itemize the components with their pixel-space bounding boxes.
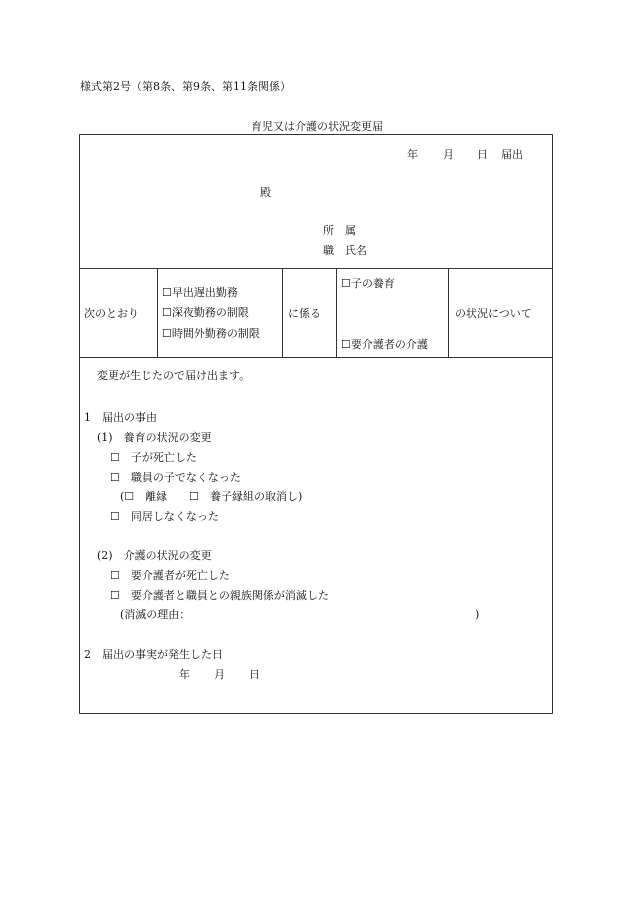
- submit-label: 届出: [501, 148, 523, 161]
- checkbox-no-longer-child[interactable]: ☐ 職員の子でなくなった: [110, 471, 241, 484]
- col-divider-1: [157, 268, 158, 357]
- section-2-title: 2 届出の事実が発生した日: [84, 648, 223, 661]
- occurrence-year-label: 年: [179, 668, 190, 681]
- form-number: 様式第2号（第8条、第9条、第11条関係）: [80, 80, 291, 93]
- intro-text: 変更が生じたので届け出ます。: [97, 369, 251, 382]
- option-child-care[interactable]: ☐子の養育: [341, 277, 395, 290]
- form-frame: [79, 134, 553, 714]
- date-year-label: 年: [407, 148, 418, 161]
- form-title: 育児又は介護の状況変更届: [251, 120, 383, 133]
- section-1-title: 1 届出の事由: [84, 411, 157, 424]
- option-early-late-shift[interactable]: ☐早出遅出勤務: [162, 286, 238, 299]
- name-label: 職 氏名: [323, 244, 367, 257]
- occurrence-day-label: 日: [249, 668, 260, 681]
- divider-top: [79, 268, 553, 269]
- relating-label: に係る: [288, 307, 321, 320]
- option-late-night-limit[interactable]: ☐深夜勤務の制限: [162, 306, 249, 319]
- date-day-label: 日: [477, 148, 488, 161]
- checkbox-care-recipient-died[interactable]: ☐ 要介護者が死亡した: [110, 569, 230, 582]
- about-status-label: の状況について: [455, 307, 532, 320]
- divider-bottom: [79, 357, 553, 358]
- checkbox-kinship-ended[interactable]: ☐ 要介護者と職員との親族関係が消滅した: [110, 589, 329, 602]
- checkbox-no-longer-cohabiting[interactable]: ☐ 同居しなくなった: [110, 510, 219, 523]
- affiliation-label: 所 属: [323, 224, 356, 237]
- col-divider-3: [336, 268, 337, 357]
- checkbox-child-died[interactable]: ☐ 子が死亡した: [110, 451, 197, 464]
- col-divider-4: [448, 268, 449, 357]
- col-divider-2: [282, 268, 283, 357]
- as-follows-label: 次のとおり: [84, 307, 139, 320]
- reason-open-label: (消滅の理由：: [120, 608, 191, 621]
- occurrence-month-label: 月: [214, 668, 225, 681]
- option-overtime-limit[interactable]: ☐時間外勤務の制限: [162, 327, 260, 340]
- section-1-1-title: (1) 養育の状況の変更: [97, 431, 212, 444]
- reason-close-paren: ): [475, 608, 480, 621]
- addressee-label: 殿: [260, 186, 271, 199]
- section-1-2-title: (2) 介護の状況の変更: [97, 549, 212, 562]
- option-nursing-care[interactable]: ☐要介護者の介護: [341, 338, 428, 351]
- checkbox-dissolution-detail[interactable]: (☐ 離縁 ☐ 養子縁組の取消し): [120, 490, 303, 503]
- date-month-label: 月: [443, 148, 454, 161]
